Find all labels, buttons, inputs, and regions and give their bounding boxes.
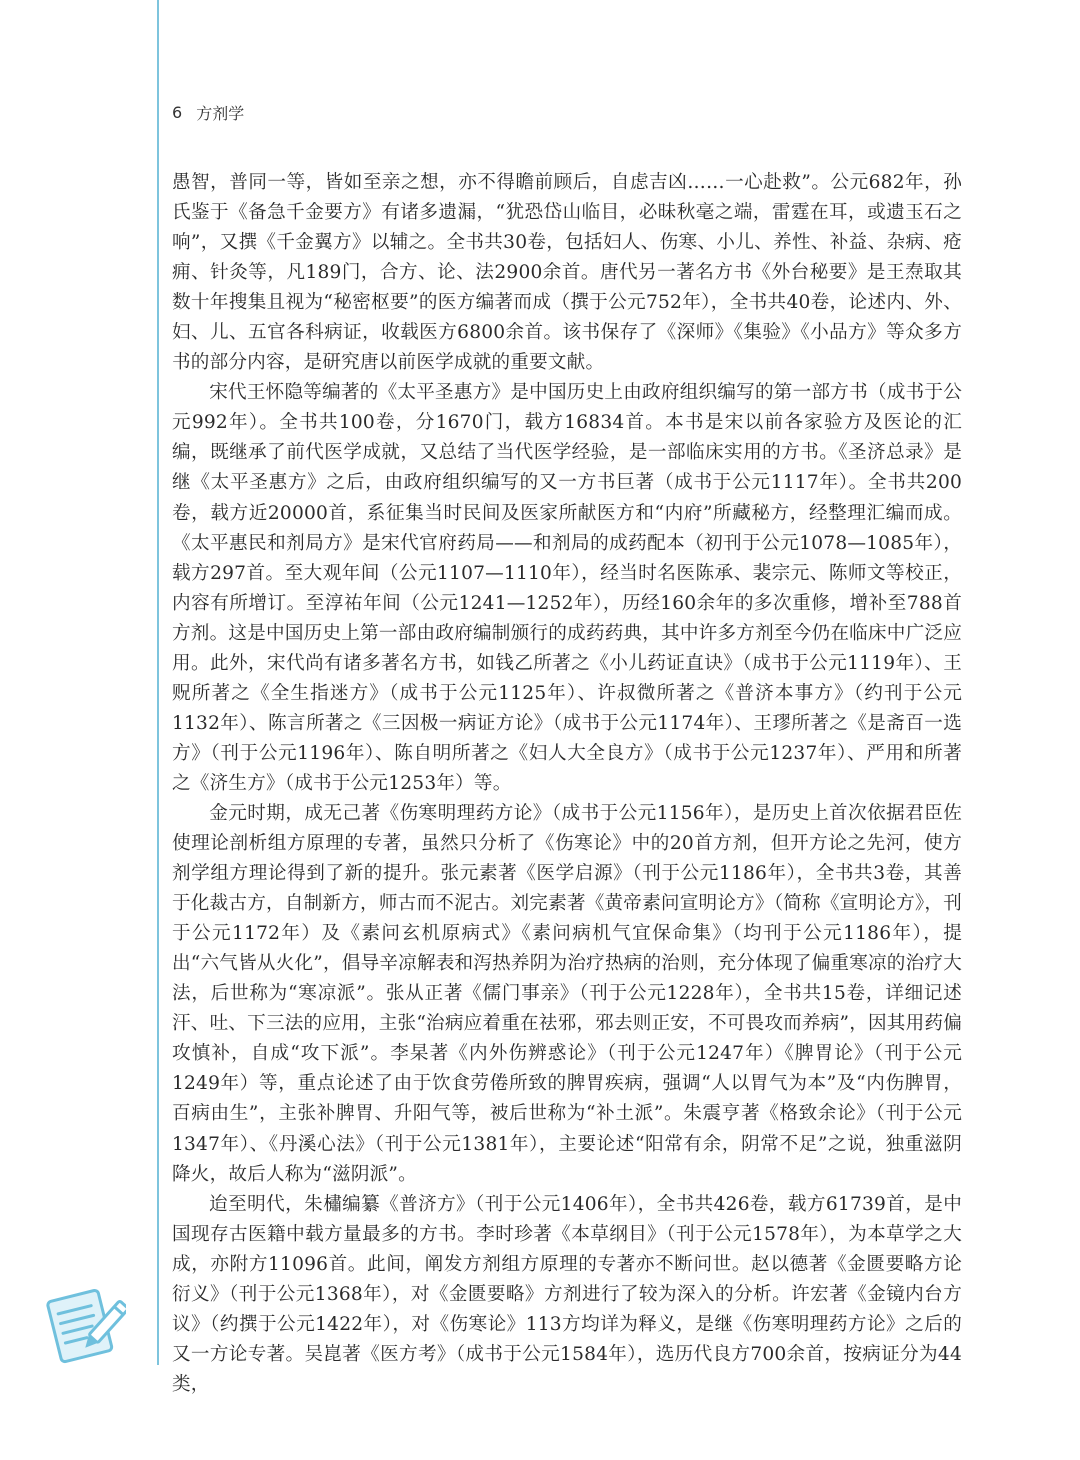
running-header <box>172 98 244 126</box>
page-number: 6 <box>172 102 183 122</box>
book-title: 方剂学 <box>196 103 245 123</box>
paragraph-ming-dynasty: 迨至明代，朱橚编纂《普济方》（刊于公元1406年），全书共426卷，载方61739首，是中国现存古医籍中载方量最多的方书。李时珍著《本草纲目》（刊于公元1578年），为本草学之大成，亦附方11096首。此间，阐发方剂组方原理的专著亦不断问世。赵以德著《金匮要略方论衍义》（刊于公元1368年），对《金匮要略》方剂进行了较为深入的分析。许宏著《金镜内台方议》（约撰于公元1422年），对《伤寒论》113方均详为释义，是继《伤寒明理药方论》之后的又一方论专著。吴崑著《医方考》（成书于公元1584年），选历代良方700余首，按病证分为44类， <box>172 1193 962 1395</box>
paragraph-tang-continued: 愚智，普同一等，皆如至亲之想，亦不得瞻前顾后，自虑吉凶……一心赴救”。公元682年，孙氏鉴于《备急千金要方》有诸多遗漏，“犹恐岱山临目，必昧秋毫之端，雷霆在耳，或遗玉石之响”，又撰《千金翼方》以辅之。全书共30卷，包括妇人、伤寒、小儿、养性、补益、杂病、疮痈、针灸等，凡189门，合方、论、法2900余首。唐代另一著名方书《外台秘要》是王焘取其数十年搜集且视为“秘密枢要”的医方编著而成（撰于公元752年），全书共40卷，论述内、外、妇、儿、五官各科病证，收载医方6800余首。该书保存了《深师》《集验》《小品方》等众多方书的部分内容，是研究唐以前医学成就的重要文献。 <box>172 172 962 374</box>
margin-rule <box>157 0 159 1365</box>
notes-pencil-icon <box>46 1283 126 1367</box>
paragraph-jin-yuan: 金元时期，成无己著《伤寒明理药方论》（成书于公元1156年），是历史上首次依据君臣佐使理论剖析组方原理的专著，虽然只分析了《伤寒论》中的20首方剂，但开方论之先河，使方剂学组方理论得到了新的提升。张元素著《医学启源》（刊于公元1186年），全书共3卷，其善于化裁古方，自制新方，师古而不泥古。刘完素著《黄帝素问宣明论方》（简称《宣明论方》，刊于公元1172年）及《素问玄机原病式》《素问病机气宜保命集》（均刊于公元1186年），提出“六气皆从火化”，倡导辛凉解表和泻热养阴为治疗热病的治则，充分体现了偏重寒凉的治疗大法，后世称为“寒凉派”。张从正著《儒门事亲》（刊于公元1228年），全书共15卷，详细记述汗、吐、下三法的应用，主张“治病应着重在祛邪，邪去则正安，不可畏攻而养病”，因其用药偏攻慎补，自成“攻下派”。李杲著《内外伤辨惑论》（刊于公元1247年）《脾胃论》（刊于公元1249年）等，重点论述了由于饮食劳倦所致的脾胃疾病，强调“人以胃气为本”及“内伤脾胃，百病由生”，主张补脾胃、升阳气等，被后世称为“补土派”。朱震亨著《格致余论》（刊于公元1347年）、《丹溪心法》（刊于公元1381年），主要论述“阳常有余，阴常不足”之说，独重滋阴降火，故后人称为“滋阴派”。 <box>172 802 962 1185</box>
paragraph-song-dynasty: 宋代王怀隐等编著的《太平圣惠方》是中国历史上由政府组织编写的第一部方书（成书于公元992年）。全书共100卷，分1670门，载方16834首。本书是宋以前各家验方及医论的汇编，既继承了前代医学成就，又总结了当代医学经验，是一部临床实用的方书。《圣济总录》是继《太平圣惠方》之后，由政府组织编写的又一方书巨著（成书于公元1117年）。全书共200卷，载方近20000首，系征集当时民间及医家所献医方和“内府”所藏秘方，经整理汇编而成。《太平惠民和剂局方》是宋代官府药局——和剂局的成药配本（初刊于公元1078—1085年），载方297首。至大观年间（公元1107—1110年），经当时名医陈承、裴宗元、陈师文等校正，内容有所增订。至淳祐年间（公元1241—1252年），历经160余年的多次重修，增补至788首方剂。这是中国历史上第一部由政府编制颁行的成药药典，其中许多方剂至今仍在临床中广泛应用。此外，宋代尚有诸多著名方书，如钱乙所著之《小儿药证直诀》（成书于公元1119年）、王贶所著之《全生指迷方》（成书于公元1125年）、许叔微所著之《普济本事方》（约刊于公元1132年）、陈言所著之《三因极一病证方论》（成书于公元1174年）、王璆所著之《是斋百一选方》（刊于公元1196年）、陈自明所著之《妇人大全良方》（成书于公元1237年）、严用和所著之《济生方》（成书于公元1253年）等。 <box>172 382 962 794</box>
body-text <box>172 168 962 1400</box>
